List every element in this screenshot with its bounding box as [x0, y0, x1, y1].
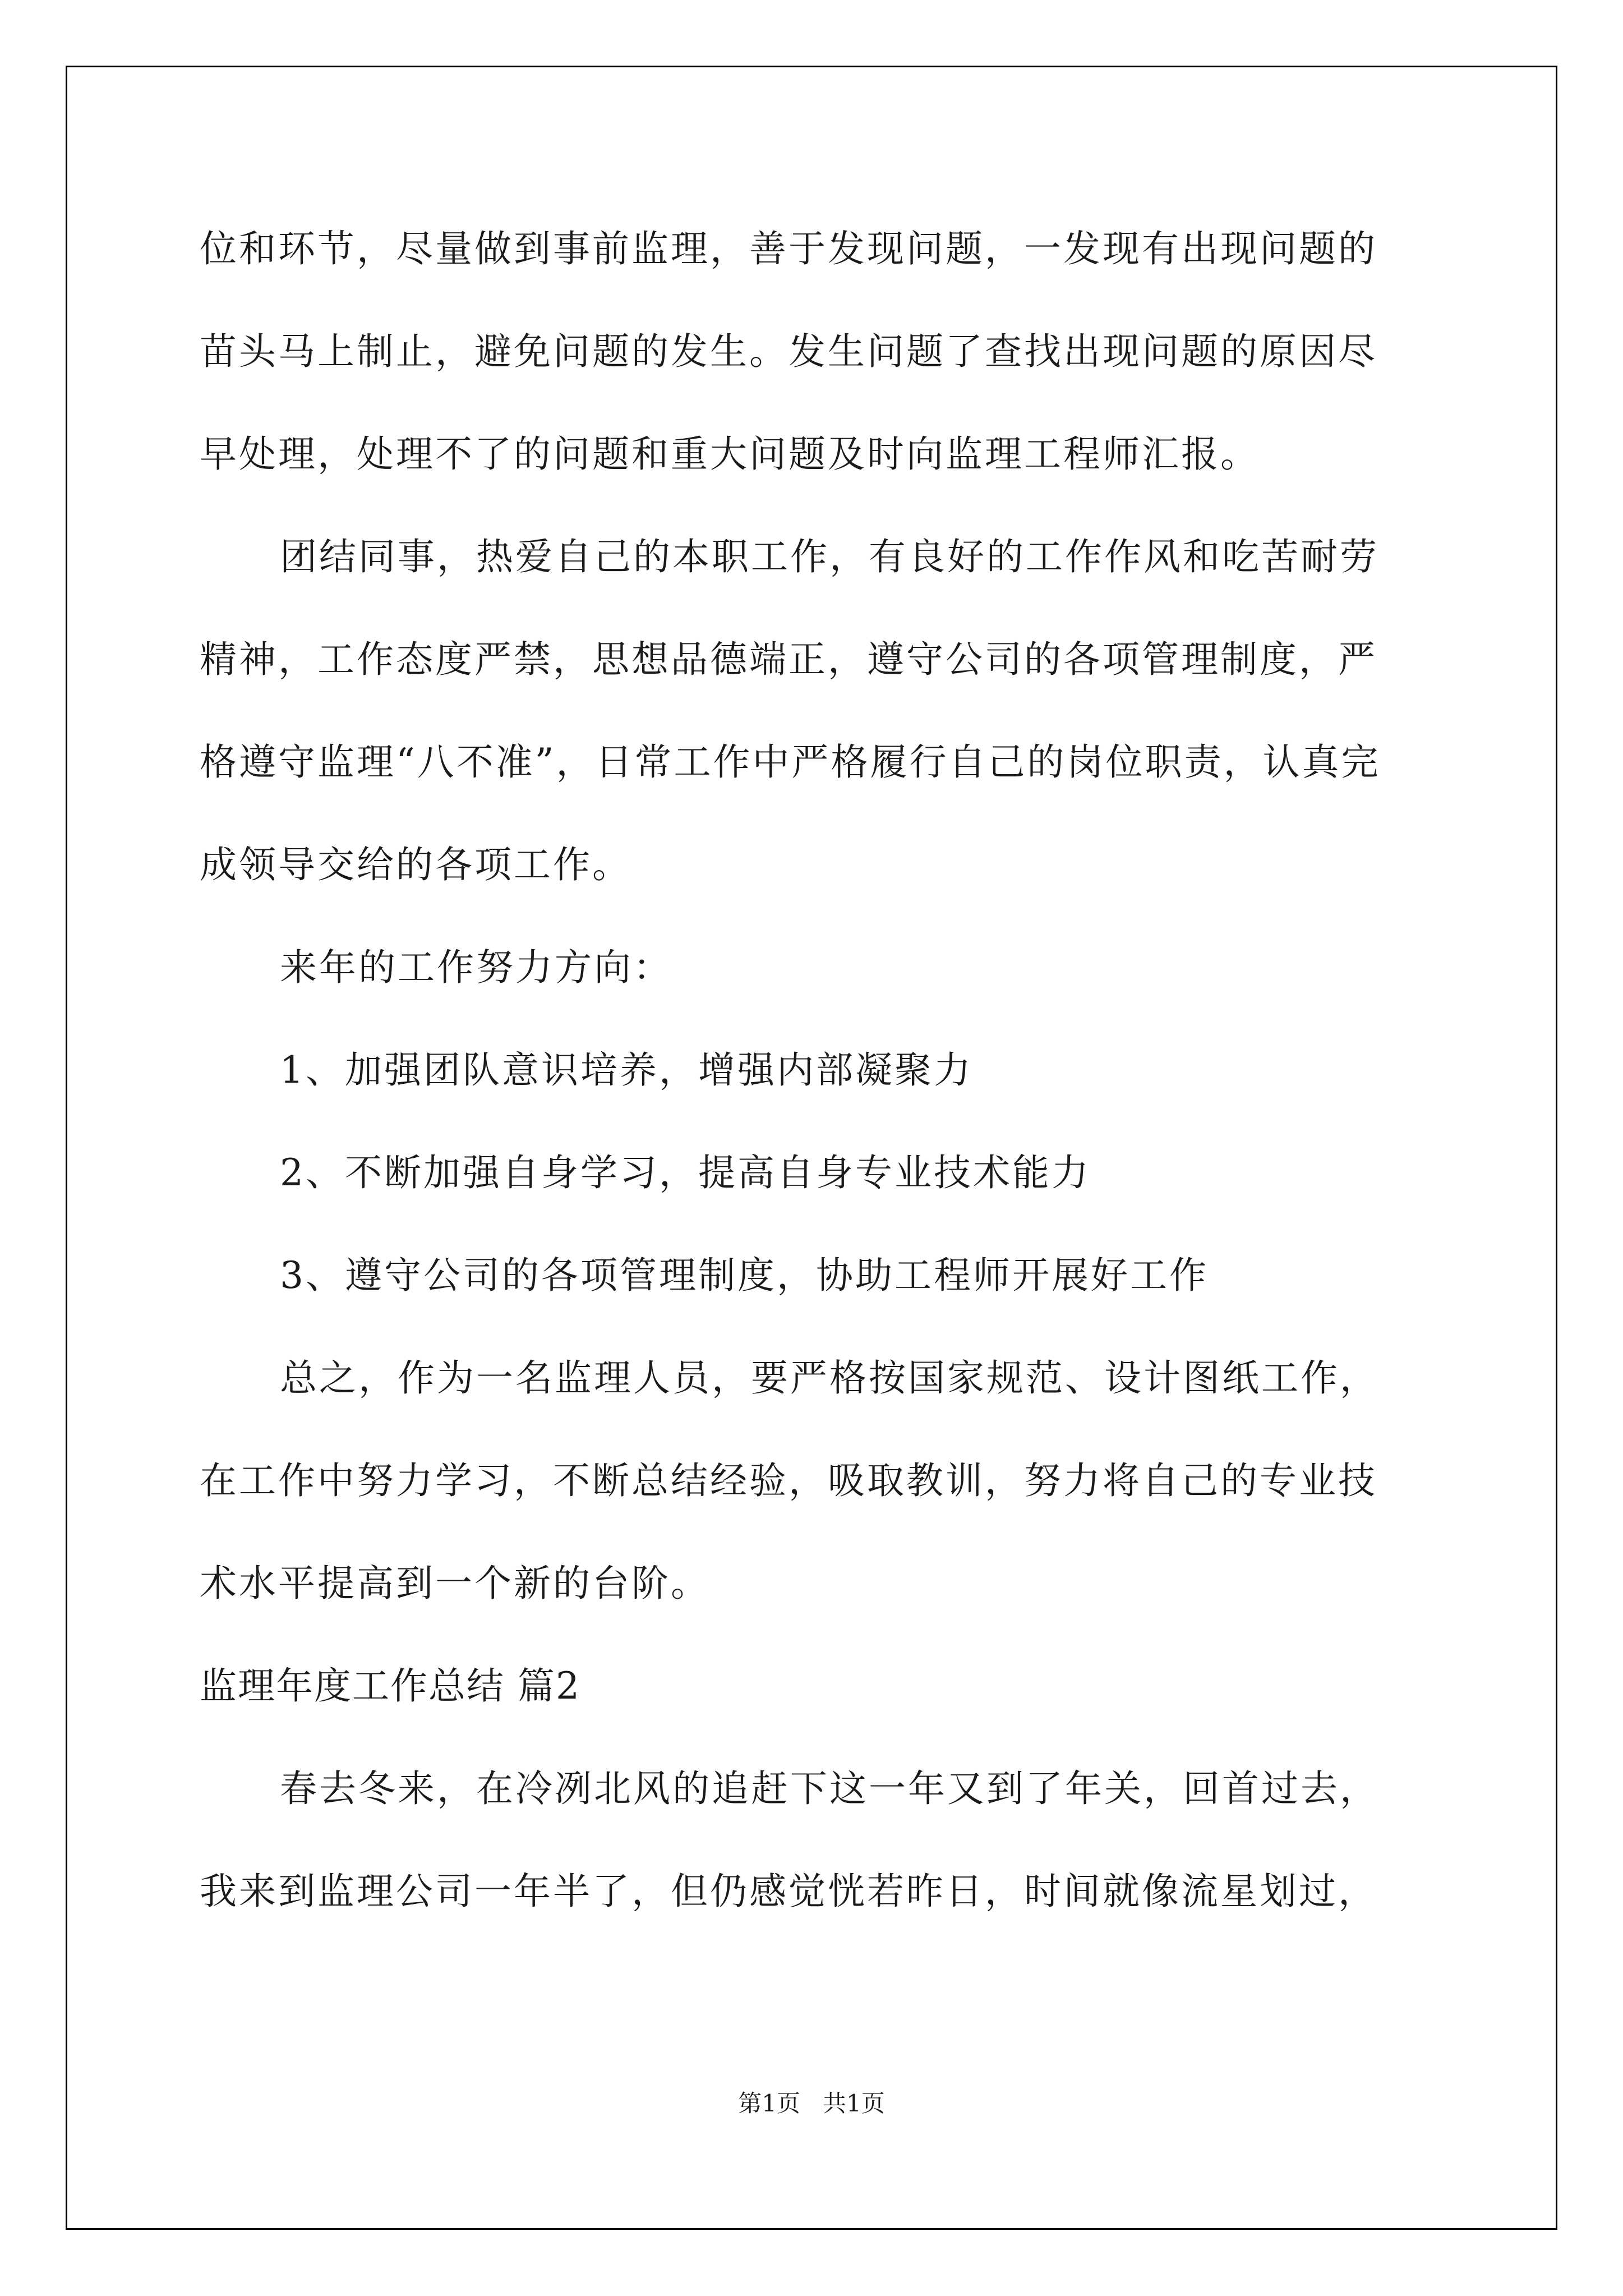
document-body [200, 197, 1433, 1943]
list-item: 1、加强团队意识培养，增强内部凝聚力 [280, 1048, 973, 1092]
list-item: 2、不断加强自身学习，提高自身专业技术能力 [280, 1151, 1091, 1194]
text-line: 术水平提高到一个新的台阶。 [200, 1562, 710, 1605]
text-line: 位和环节，尽量做到事前监理，善于发现问题，一发现有出现问题的 [200, 227, 1377, 270]
text-line: 早处理，处理不了的问题和重大问题及时向监理工程师汇报。 [200, 432, 1260, 476]
list-item: 3、遵守公司的各项管理制度，协助工程师开展好工作 [280, 1254, 1209, 1297]
text-line: 在工作中努力学习，不断总结经验，吸取教训，努力将自己的专业技 [200, 1459, 1377, 1502]
text-line: 精神，工作态度严禁，思想品德端正，遵守公司的各项管理制度，严 [200, 638, 1377, 681]
text-line: 团结同事，热爱自己的本职工作，有良好的工作作风和吃苦耐劳 [280, 535, 1379, 578]
text-line: 春去冬来，在冷冽北风的追赶下这一年又到了年关，回首过去， [280, 1767, 1379, 1810]
text-line: 成领导交给的各项工作。 [200, 843, 631, 886]
page-number-footer: 第1页 共1页 [738, 2090, 885, 2117]
text-line: 来年的工作努力方向： [280, 946, 672, 989]
section-heading: 监理年度工作总结 篇2 [200, 1664, 580, 1708]
text-line: 苗头马上制止，避免问题的发生。发生问题了查找出现问题的原因尽 [200, 330, 1377, 373]
text-line: 我来到监理公司一年半了，但仍感觉恍若昨日，时间就像流星划过， [200, 1870, 1377, 1913]
text-line: 总之，作为一名监理人员，要严格按国家规范、设计图纸工作， [280, 1356, 1379, 1400]
text-line: 格遵守监理“八不准”，日常工作中严格履行自己的岗位职责，认真完 [200, 740, 1381, 784]
